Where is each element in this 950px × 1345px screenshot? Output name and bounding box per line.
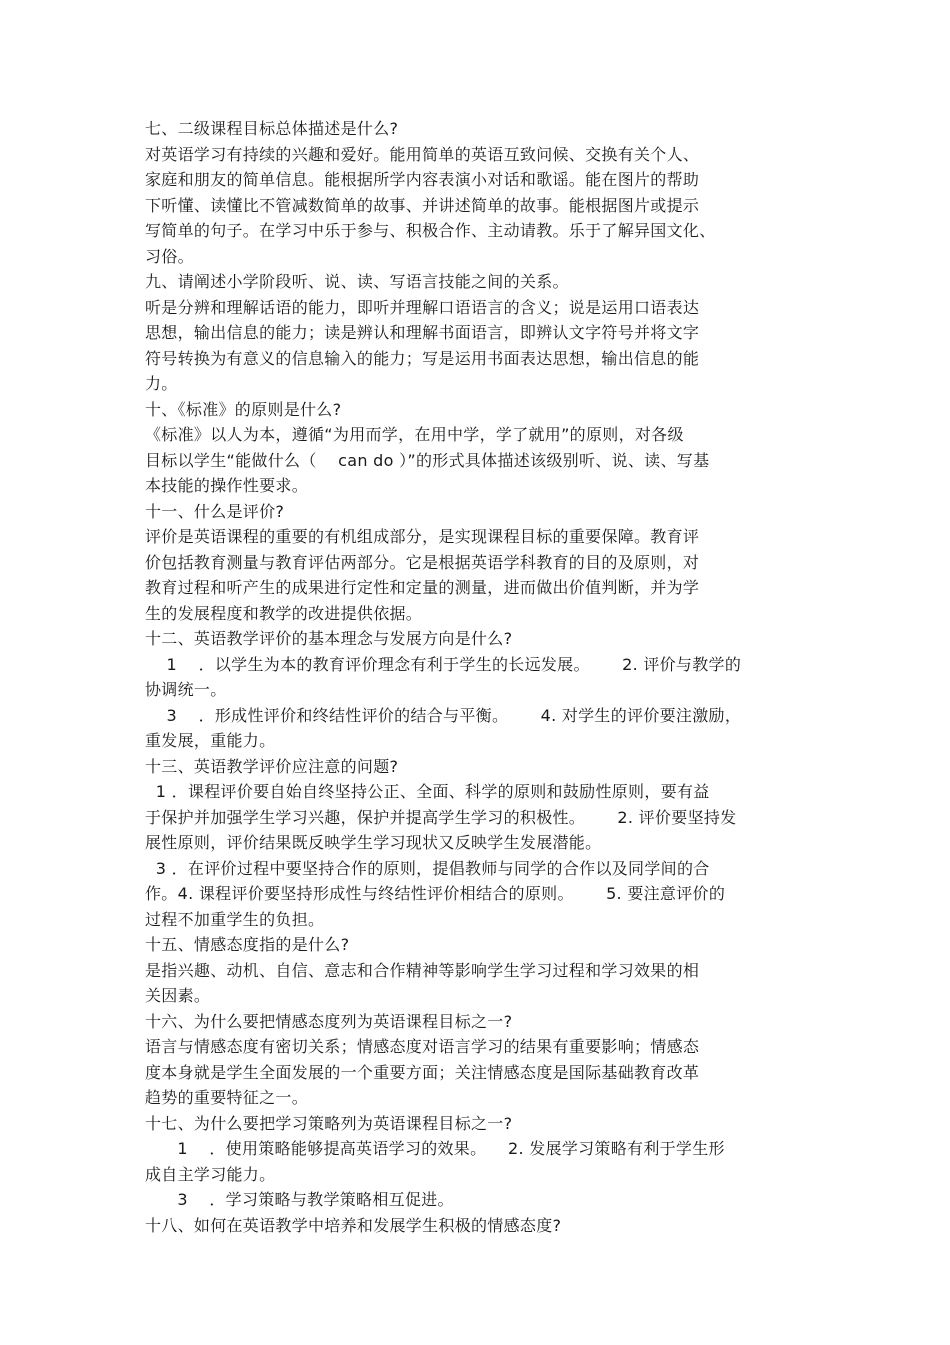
text-line: 成自主学习能力。 xyxy=(145,1164,276,1184)
text-line: 3 ．在评价过程中要坚持合作的原则，提倡教师与同学的合作以及同学间的合 xyxy=(145,858,710,878)
text-line: 写简单的句子。在学习中乐于参与、积极合作、主动请教。乐于了解异国文化、 xyxy=(145,221,716,240)
text-line: 十二、英语教学评价的基本理念与发展方向是什么? xyxy=(145,629,513,648)
text-line: 十五、情感态度指的是什么? xyxy=(145,935,350,954)
text-line: 符号转换为有意义的信息输入的能力；写是运用书面表达思想，输出信息的能 xyxy=(145,348,700,368)
text-line: 目标以学生“能做什么（ can do ）”的形式具体描述该级别听、说、读、写基 xyxy=(145,450,710,470)
text-line: 趋势的重要特征之一。 xyxy=(145,1088,309,1107)
text-line: 评价是英语课程的重要的有机组成部分，是实现课程目标的重要保障。教育评 xyxy=(145,527,700,546)
text-line: 十八、如何在英语教学中培养和发展学生积极的情感态度? xyxy=(145,1215,562,1235)
text-line: 本技能的操作性要求。 xyxy=(145,476,309,495)
text-line: 重发展，重能力。 xyxy=(145,731,276,750)
text-line: 展性原则，评价结果既反映学生学习现状又反映学生发展潜能。 xyxy=(145,833,602,852)
text-line: 1 ．课程评价要自始自终坚持公正、全面、科学的原则和鼓励性原则，要有益 xyxy=(145,782,710,801)
text-line: 十、《标准》的原则是什么? xyxy=(145,399,342,419)
text-line: 十六、为什么要把情感态度列为英语课程目标之一? xyxy=(145,1011,513,1031)
text-line: 习俗。 xyxy=(145,246,194,266)
text-line: 听是分辨和理解话语的能力，即听并理解口语语言的含义；说是运用口语表达 xyxy=(145,297,700,317)
text-line: 3 ．学习策略与教学策略相互促进。 xyxy=(145,1190,454,1209)
text-line: 1 ．使用策略能够提高英语学习的效果。 2. 发展学习策略有利于学生形 xyxy=(145,1139,725,1158)
text-line: 是指兴趣、动机、自信、意志和合作精神等影响学生学习过程和学习效果的相 xyxy=(145,960,700,980)
text-line: 七、二级课程目标总体描述是什么? xyxy=(145,119,399,138)
text-line: 《标准》以人为本，遵循“为用而学，在用中学，学了就用”的原则，对各级 xyxy=(145,425,684,444)
text-line: 十七、为什么要把学习策略列为英语课程目标之一? xyxy=(145,1113,513,1133)
text-line: 力。 xyxy=(145,374,178,393)
text-line: 作。4. 课程评价要坚持形成性与终结性评价相结合的原则。 5. 要注意评价的 xyxy=(145,884,726,903)
text-line: 十一、什么是评价? xyxy=(145,501,285,521)
text-line: 协调统一。 xyxy=(145,680,227,699)
text-line: 于保护并加强学生学习兴趣，保护并提高学生学习的积极性。 2. 评价要坚持发 xyxy=(145,807,737,827)
text-line: 家庭和朋友的简单信息。能根据所学内容表演小对话和歌谣。能在图片的帮助 xyxy=(145,170,700,189)
text-line: 1 ．以学生为本的教育评价理念有利于学生的长远发展。 2. 评价与教学的 xyxy=(145,654,742,674)
text-line: 语言与情感态度有密切关系；情感态度对语言学习的结果有重要影响；情感态 xyxy=(145,1037,700,1056)
text-line: 过程不加重学生的负担。 xyxy=(145,909,325,929)
text-line: 对英语学习有持续的兴趣和爱好。能用简单的英语互致问候、交换有关个人、 xyxy=(145,144,700,164)
text-line: 十三、英语教学评价应注意的问题? xyxy=(145,756,399,776)
text-line: 价包括教育测量与教育评估两部分。它是根据英语学科教育的目的及原则，对 xyxy=(145,552,700,572)
text-line: 关因素。 xyxy=(145,986,211,1005)
text-line: 教育过程和听产生的成果进行定性和定量的测量，进而做出价值判断，并为学 xyxy=(145,578,700,597)
text-line: 生的发展程度和教学的改进提供依据。 xyxy=(145,603,423,623)
text-line: 思想，输出信息的能力；读是辨认和理解书面语言，即辨认文字符号并将文字 xyxy=(145,323,700,342)
text-line: 度本身就是学生全面发展的一个重要方面；关注情感态度是国际基础教育改革 xyxy=(145,1062,700,1082)
text-line: 下听懂、读懂比不管减数简单的故事、并讲述简单的故事。能根据图片或提示 xyxy=(145,195,700,215)
text-line: 3 ．形成性评价和终结性评价的结合与平衡。 4. 对学生的评价要注激励， xyxy=(145,705,742,725)
text-line: 九、请阐述小学阶段听、说、读、写语言技能之间的关系。 xyxy=(145,272,569,291)
